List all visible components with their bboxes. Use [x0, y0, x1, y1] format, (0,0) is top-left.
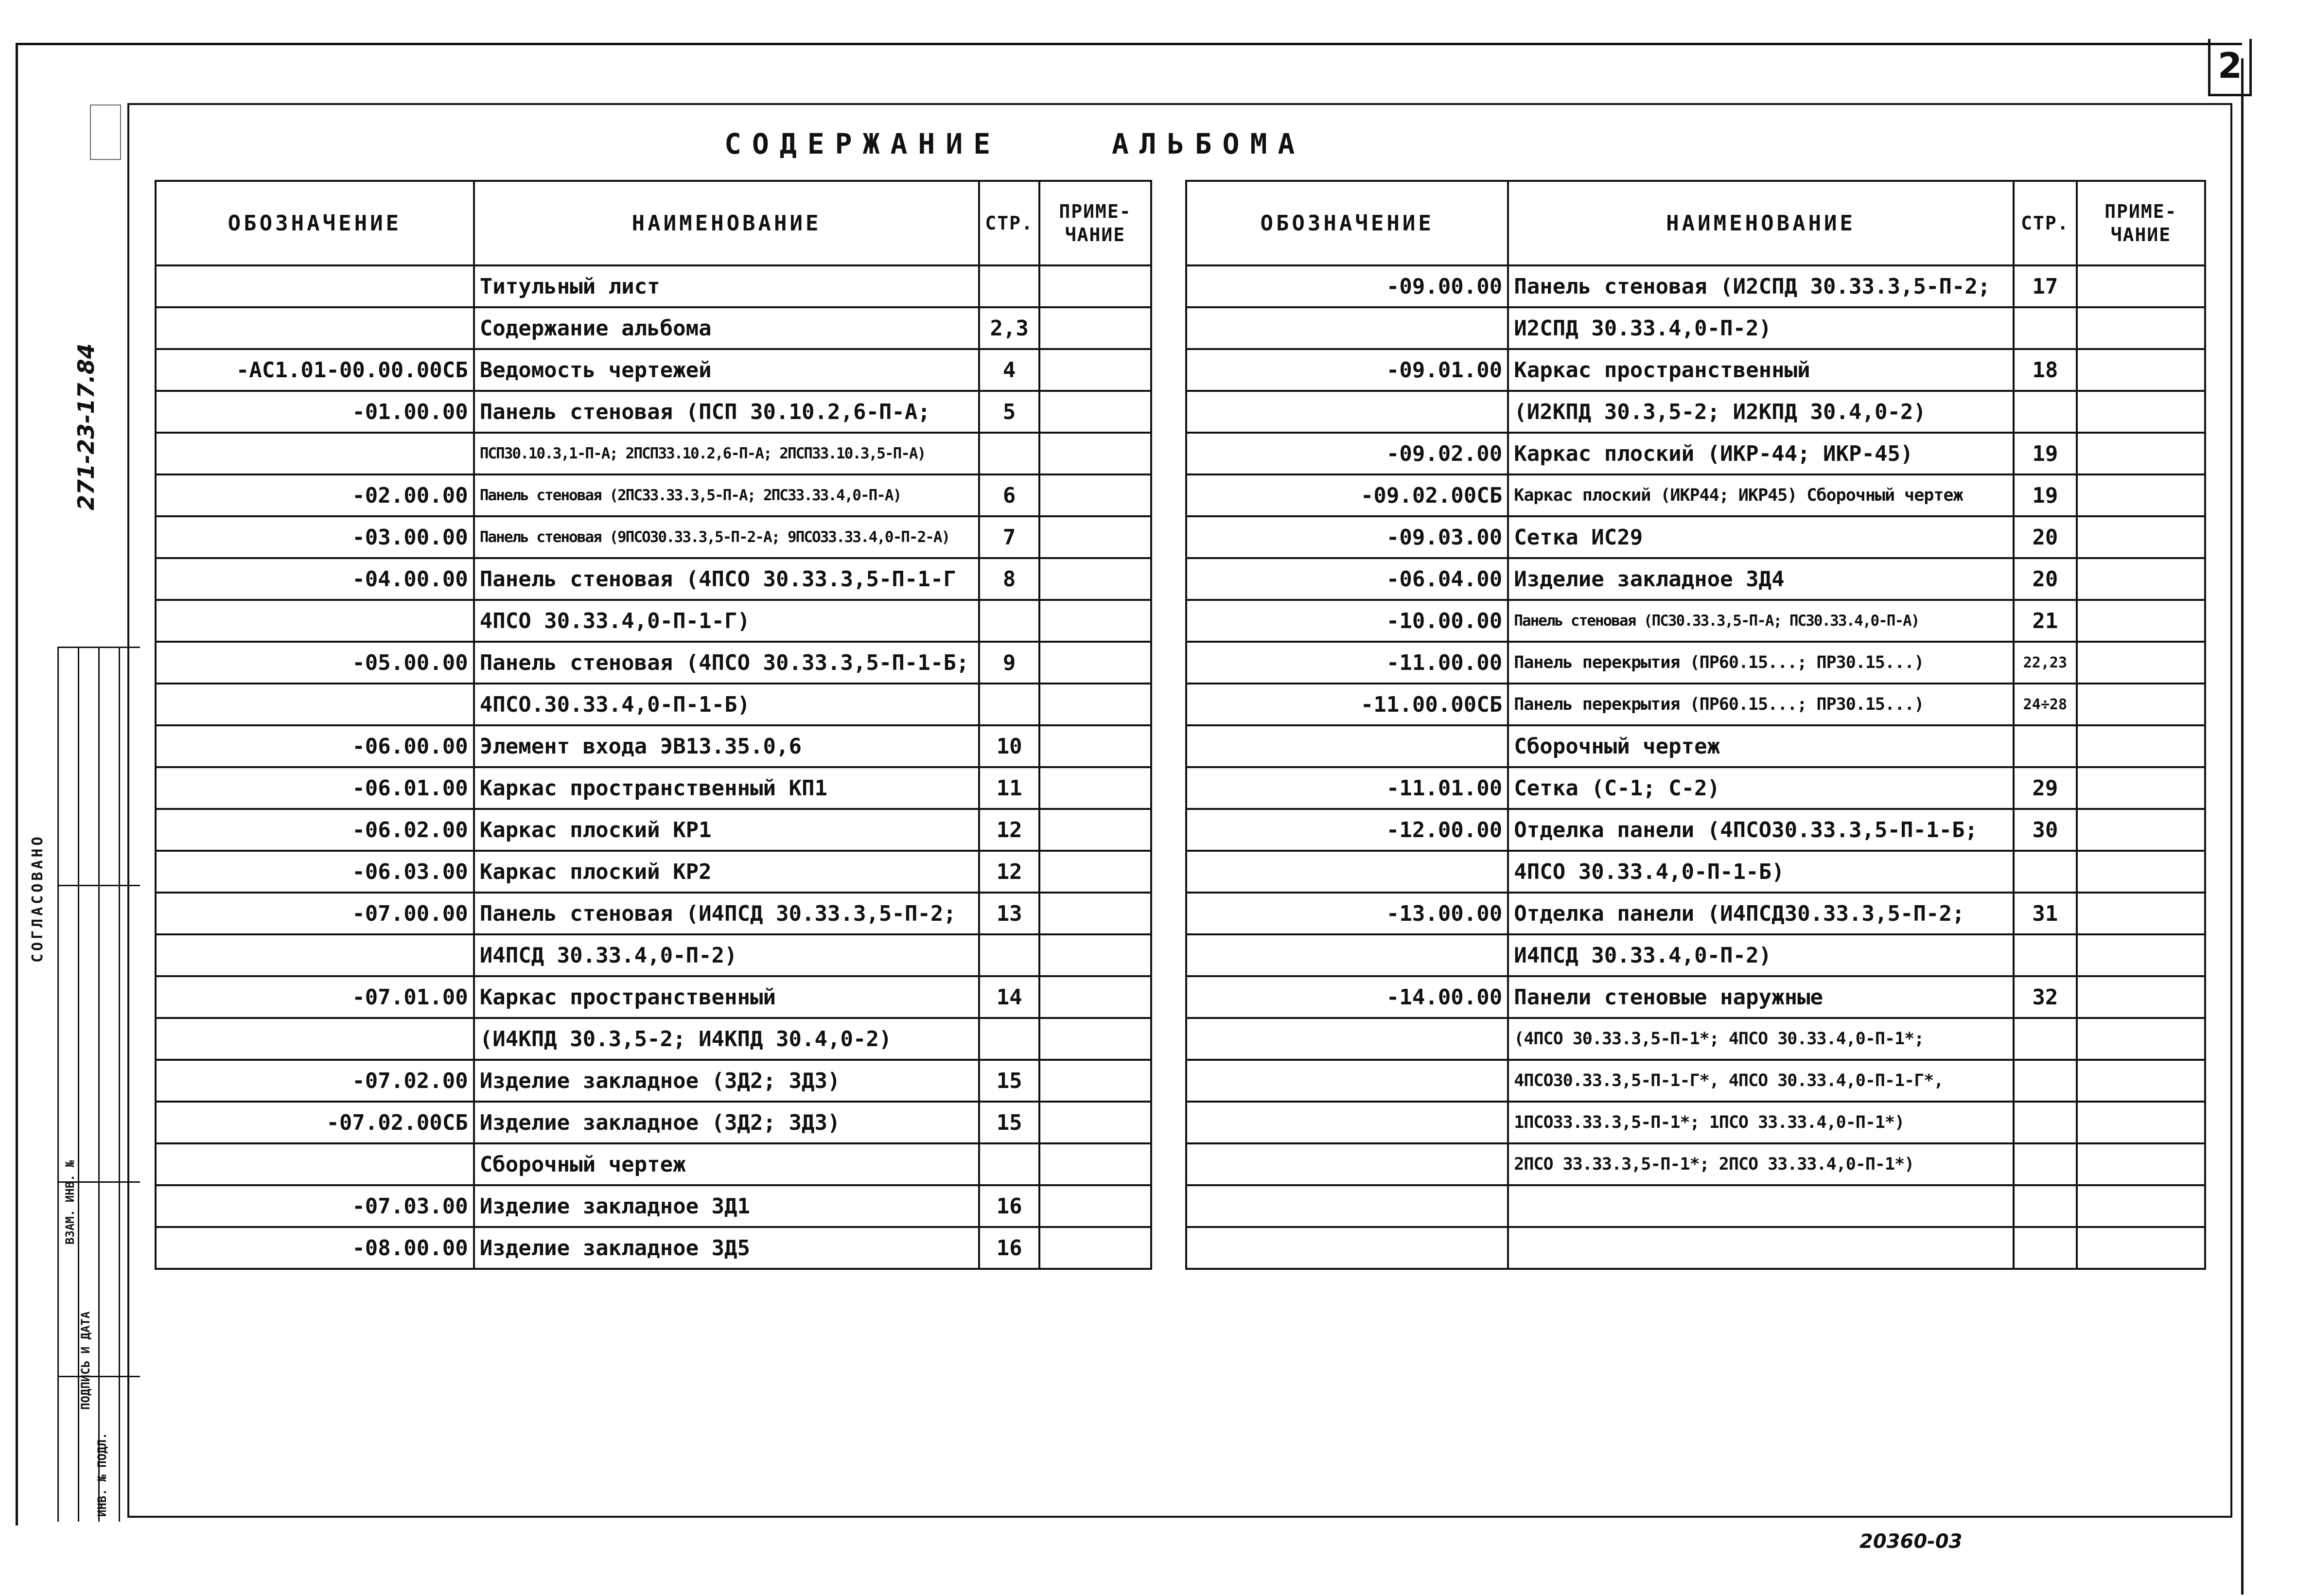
- name-cell: Ведомость чертежей: [474, 349, 980, 391]
- table-row: [156, 265, 1151, 307]
- name-cell: Сетка ИС29: [1508, 516, 2014, 558]
- table-row: [1186, 558, 2205, 600]
- page-cell: [2014, 1102, 2077, 1143]
- designation-cell: [156, 265, 474, 307]
- table-row: [1186, 391, 2205, 433]
- table-row: [1186, 684, 2205, 725]
- designation-cell: [156, 934, 474, 976]
- note-cell: [1039, 684, 1151, 725]
- table-row: [1186, 1227, 2205, 1269]
- designation-cell: -13.00.00: [1186, 893, 1508, 934]
- note-cell: [1039, 725, 1151, 767]
- table-row: [156, 433, 1151, 474]
- page-cell: [979, 1143, 1039, 1185]
- table-row: [1186, 349, 2205, 391]
- designation-cell: [1186, 1227, 1508, 1269]
- note-cell: [1039, 391, 1151, 433]
- name-cell: И4ПСД 30.33.4,0-П-2): [474, 934, 980, 976]
- note-cell: [2077, 684, 2205, 725]
- table-row: [1186, 1102, 2205, 1143]
- column-header-note: ПРИМЕ- ЧАНИЕ: [2077, 181, 2205, 265]
- note-cell: [2077, 474, 2205, 516]
- designation-cell: -09.02.00СБ: [1186, 474, 1508, 516]
- designation-cell: [1186, 1060, 1508, 1102]
- note-cell: [2077, 516, 2205, 558]
- page-cell: [2014, 391, 2077, 433]
- note-cell: [2077, 1060, 2205, 1102]
- table-row: [156, 349, 1151, 391]
- table-row: [1186, 1060, 2205, 1102]
- designation-cell: -01.00.00: [156, 391, 474, 433]
- stamp-label: ВЗАМ. ИНВ. №: [63, 1160, 77, 1245]
- note-cell: [2077, 349, 2205, 391]
- designation-cell: [156, 1143, 474, 1185]
- name-cell: Панель стеновая (И4ПСД 30.33.3,5-П-2;: [474, 893, 980, 934]
- designation-cell: -07.00.00: [156, 893, 474, 934]
- name-cell: Панель стеновая (И2СПД 30.33.3,5-П-2;: [1508, 265, 2014, 307]
- page-cell: 11: [979, 767, 1039, 809]
- note-cell: [1039, 474, 1151, 516]
- note-cell: [1039, 558, 1151, 600]
- note-cell: [1039, 1227, 1151, 1269]
- name-cell: Панель стеновая (9ПСО30.33.3,5-П-2-А; 9ПСО33.33.4,0-П-2-А): [474, 516, 980, 558]
- note-cell: [2077, 934, 2205, 976]
- table-row: [156, 684, 1151, 725]
- table-row: [156, 516, 1151, 558]
- table-row: [1186, 433, 2205, 474]
- page-cell: 2,3: [979, 307, 1039, 349]
- page-cell: 32: [2014, 976, 2077, 1018]
- page-cell: [979, 934, 1039, 976]
- note-cell: [1039, 976, 1151, 1018]
- name-cell: Панель стеновая (ПС30.33.3,5-П-А; ПС30.33.4,0-П-А): [1508, 600, 2014, 642]
- name-cell: (4ПСО 30.33.3,5-П-1*; 4ПСО 30.33.4,0-П-1*;: [1508, 1018, 2014, 1060]
- page-cell: 19: [2014, 474, 2077, 516]
- table-row: [156, 809, 1151, 851]
- name-cell: Панель стеновая (4ПСО 30.33.3,5-П-1-Б;: [474, 642, 980, 684]
- table-row: [1186, 1143, 2205, 1185]
- page-cell: [2014, 934, 2077, 976]
- page-cell: [2014, 1227, 2077, 1269]
- designation-cell: [1186, 725, 1508, 767]
- note-cell: [2077, 642, 2205, 684]
- page-cell: 30: [2014, 809, 2077, 851]
- designation-cell: [1186, 1143, 1508, 1185]
- designation-cell: -14.00.00: [1186, 976, 1508, 1018]
- page-cell: 16: [979, 1227, 1039, 1269]
- corner-mark: [90, 105, 121, 160]
- designation-cell: [156, 684, 474, 725]
- table-row: [1186, 725, 2205, 767]
- page-cell: 17: [2014, 265, 2077, 307]
- page-cell: 15: [979, 1102, 1039, 1143]
- column-header-name: НАИМЕНОВАНИЕ: [1508, 181, 2014, 265]
- note-cell: [1039, 934, 1151, 976]
- right-border-line: [2241, 58, 2244, 1595]
- page-cell: 5: [979, 391, 1039, 433]
- name-cell: 1ПСО33.33.3,5-П-1*; 1ПСО 33.33.4,0-П-1*): [1508, 1102, 2014, 1143]
- table-row: [156, 474, 1151, 516]
- designation-cell: -11.00.00: [1186, 642, 1508, 684]
- note-cell: [1039, 1185, 1151, 1227]
- column-header-page: СТР.: [2014, 181, 2077, 265]
- name-cell: И2СПД 30.33.4,0-П-2): [1508, 307, 2014, 349]
- note-cell: [2077, 558, 2205, 600]
- name-cell: Панель стеновая (2ПС33.33.3,5-П-А; 2ПС33.33.4,0-П-А): [474, 474, 980, 516]
- name-cell: (И4КПД 30.3,5-2; И4КПД 30.4,0-2): [474, 1018, 980, 1060]
- note-cell: [1039, 600, 1151, 642]
- note-cell: [1039, 767, 1151, 809]
- note-cell: [2077, 767, 2205, 809]
- table-row: [156, 1018, 1151, 1060]
- page-cell: [979, 1018, 1039, 1060]
- page-cell: 21: [2014, 600, 2077, 642]
- note-cell: [2077, 809, 2205, 851]
- note-cell: [2077, 307, 2205, 349]
- table-row: [156, 893, 1151, 934]
- table-row: [156, 558, 1151, 600]
- designation-cell: [1186, 851, 1508, 893]
- table-row: [1186, 934, 2205, 976]
- page-cell: [979, 265, 1039, 307]
- designation-cell: [1186, 1018, 1508, 1060]
- designation-cell: -04.00.00: [156, 558, 474, 600]
- name-cell: Сборочный чертеж: [1508, 725, 2014, 767]
- table-row: [156, 391, 1151, 433]
- name-cell: 2ПСО 33.33.3,5-П-1*; 2ПСО 33.33.4,0-П-1*): [1508, 1143, 2014, 1185]
- side-agreed-label: СОГЛАСОВАНО: [29, 834, 46, 963]
- designation-cell: -09.02.00: [1186, 433, 1508, 474]
- note-cell: [1039, 1143, 1151, 1185]
- note-cell: [2077, 976, 2205, 1018]
- designation-cell: [156, 433, 474, 474]
- page-cell: 16: [979, 1185, 1039, 1227]
- name-cell: Сетка (С-1; С-2): [1508, 767, 2014, 809]
- page-cell: 18: [2014, 349, 2077, 391]
- note-cell: [1039, 851, 1151, 893]
- table-row: [1186, 642, 2205, 684]
- designation-cell: -АС1.01-00.00.00СБ: [156, 349, 474, 391]
- table-row: [1186, 809, 2205, 851]
- page-cell: 15: [979, 1060, 1039, 1102]
- name-cell: Изделие закладное (ЗД2; ЗД3): [474, 1060, 980, 1102]
- stamp-line: [57, 647, 59, 1522]
- name-cell: Каркас плоский (ИКР-44; ИКР-45): [1508, 433, 2014, 474]
- name-cell: Панели стеновые наружные: [1508, 976, 2014, 1018]
- table-row: [1186, 976, 2205, 1018]
- page-cell: 12: [979, 809, 1039, 851]
- stamp-line: [119, 647, 120, 1522]
- note-cell: [1039, 809, 1151, 851]
- name-cell: И4ПСД 30.33.4,0-П-2): [1508, 934, 2014, 976]
- note-cell: [1039, 642, 1151, 684]
- designation-cell: -07.01.00: [156, 976, 474, 1018]
- document-title: СОДЕРЖАНИЕ АЛЬБОМА: [724, 127, 1306, 160]
- table-row: [156, 1185, 1151, 1227]
- note-cell: [1039, 1018, 1151, 1060]
- name-cell: Каркас плоский (ИКР44; ИКР45) Сборочный чертеж: [1508, 474, 2014, 516]
- name-cell: Титульный лист: [474, 265, 980, 307]
- page-cell: 8: [979, 558, 1039, 600]
- table-row: [1186, 600, 2205, 642]
- note-cell: [2077, 1143, 2205, 1185]
- stamp-line: [98, 647, 100, 1522]
- designation-cell: -06.03.00: [156, 851, 474, 893]
- table-row: [156, 1143, 1151, 1185]
- designation-cell: [1186, 391, 1508, 433]
- table-row: [1186, 516, 2205, 558]
- note-cell: [2077, 1185, 2205, 1227]
- designation-cell: [156, 307, 474, 349]
- designation-cell: -09.03.00: [1186, 516, 1508, 558]
- name-cell: Панель перекрытия (ПР60.15...; ПР30.15...): [1508, 642, 2014, 684]
- table-row: [156, 600, 1151, 642]
- name-cell: [1508, 1185, 2014, 1227]
- page-cell: 4: [979, 349, 1039, 391]
- page-cell: 20: [2014, 516, 2077, 558]
- table-row: [1186, 851, 2205, 893]
- designation-cell: [1186, 1102, 1508, 1143]
- page-cell: 22,23: [2014, 642, 2077, 684]
- table-row: [1186, 767, 2205, 809]
- page-cell: [2014, 725, 2077, 767]
- note-cell: [2077, 391, 2205, 433]
- name-cell: Сборочный чертеж: [474, 1143, 980, 1185]
- name-cell: Панель стеновая (4ПСО 30.33.3,5-П-1-Г: [474, 558, 980, 600]
- page-cell: 24÷28: [2014, 684, 2077, 725]
- table-row: [1186, 1185, 2205, 1227]
- note-cell: [2077, 265, 2205, 307]
- table-row: [1186, 893, 2205, 934]
- table-row: [1186, 265, 2205, 307]
- page-cell: 6: [979, 474, 1039, 516]
- page-cell: [979, 684, 1039, 725]
- name-cell: Изделие закладное (ЗД2; ЗД3): [474, 1102, 980, 1143]
- name-cell: 4ПСО 30.33.4,0-П-1-Г): [474, 600, 980, 642]
- designation-cell: -12.00.00: [1186, 809, 1508, 851]
- designation-cell: -06.04.00: [1186, 558, 1508, 600]
- designation-cell: [1186, 1185, 1508, 1227]
- page-cell: [2014, 1143, 2077, 1185]
- name-cell: Каркас пространственный КП1: [474, 767, 980, 809]
- table-row: [156, 934, 1151, 976]
- column-header-designation: ОБОЗНАЧЕНИЕ: [1186, 181, 1508, 265]
- name-cell: Изделие закладное ЗД5: [474, 1227, 980, 1269]
- designation-cell: -10.00.00: [1186, 600, 1508, 642]
- page-cell: 29: [2014, 767, 2077, 809]
- name-cell: Каркас пространственный: [1508, 349, 2014, 391]
- designation-cell: -03.00.00: [156, 516, 474, 558]
- page-number: 2: [2208, 39, 2252, 96]
- page-cell: 7: [979, 516, 1039, 558]
- designation-cell: -06.01.00: [156, 767, 474, 809]
- page-cell: 14: [979, 976, 1039, 1018]
- note-cell: [2077, 1227, 2205, 1269]
- page-cell: 13: [979, 893, 1039, 934]
- name-cell: (И2КПД 30.3,5-2; И2КПД 30.4,0-2): [1508, 391, 2014, 433]
- designation-cell: [156, 600, 474, 642]
- page-cell: [979, 433, 1039, 474]
- name-cell: Отделка панели (И4ПСД30.33.3,5-П-2;: [1508, 893, 2014, 934]
- table-row: [156, 1102, 1151, 1143]
- designation-cell: -06.00.00: [156, 725, 474, 767]
- stamp-line: [57, 1376, 140, 1377]
- page-cell: [979, 600, 1039, 642]
- column-header-page: СТР.: [979, 181, 1039, 265]
- stamp-strip: [57, 647, 140, 1522]
- footer-code: 20360-03: [1859, 1530, 1963, 1553]
- name-cell: ПСП30.10.3,1-П-А; 2ПСП33.10.2,6-П-А; 2ПСП33.10.3,5-П-А): [474, 433, 980, 474]
- page-cell: 20: [2014, 558, 2077, 600]
- designation-cell: [1186, 934, 1508, 976]
- note-cell: [1039, 893, 1151, 934]
- name-cell: Панель перекрытия (ПР60.15...; ПР30.15...): [1508, 684, 2014, 725]
- designation-cell: -07.03.00: [156, 1185, 474, 1227]
- table-row: [156, 642, 1151, 684]
- page-cell: [2014, 1060, 2077, 1102]
- table-row: [1186, 1018, 2205, 1060]
- column-header-designation: ОБОЗНАЧЕНИЕ: [156, 181, 474, 265]
- table-row: [156, 767, 1151, 809]
- designation-cell: -09.01.00: [1186, 349, 1508, 391]
- designation-cell: -11.00.00СБ: [1186, 684, 1508, 725]
- table-row: [156, 725, 1151, 767]
- stamp-line: [57, 885, 140, 886]
- table-header-row: [156, 181, 1151, 265]
- name-cell: Каркас плоский КР1: [474, 809, 980, 851]
- name-cell: Каркас пространственный: [474, 976, 980, 1018]
- note-cell: [1039, 307, 1151, 349]
- note-cell: [2077, 725, 2205, 767]
- table-row: [156, 976, 1151, 1018]
- page-cell: 9: [979, 642, 1039, 684]
- designation-cell: [1186, 307, 1508, 349]
- page-cell: 19: [2014, 433, 2077, 474]
- note-cell: [1039, 433, 1151, 474]
- designation-cell: -05.00.00: [156, 642, 474, 684]
- table-row: [156, 307, 1151, 349]
- contents-table-left: [155, 180, 1152, 1270]
- note-cell: [1039, 349, 1151, 391]
- column-header-name: НАИМЕНОВАНИЕ: [474, 181, 980, 265]
- page-cell: [2014, 307, 2077, 349]
- page-cell: [2014, 1018, 2077, 1060]
- name-cell: Элемент входа ЭВ13.35.0,6: [474, 725, 980, 767]
- stamp-label: ПОДПИСЬ И ДАТА: [79, 1311, 92, 1410]
- note-cell: [2077, 1102, 2205, 1143]
- page-cell: 31: [2014, 893, 2077, 934]
- page-cell: [2014, 1185, 2077, 1227]
- designation-cell: -11.01.00: [1186, 767, 1508, 809]
- note-cell: [1039, 265, 1151, 307]
- designation-cell: -02.00.00: [156, 474, 474, 516]
- name-cell: 4ПСО.30.33.4,0-П-1-Б): [474, 684, 980, 725]
- designation-cell: -07.02.00: [156, 1060, 474, 1102]
- designation-cell: -07.02.00СБ: [156, 1102, 474, 1143]
- note-cell: [2077, 851, 2205, 893]
- table-header-row: [1186, 181, 2205, 265]
- name-cell: Отделка панели (4ПСО30.33.3,5-П-1-Б;: [1508, 809, 2014, 851]
- contents-table-right: [1185, 180, 2206, 1270]
- note-cell: [1039, 1102, 1151, 1143]
- designation-cell: -06.02.00: [156, 809, 474, 851]
- note-cell: [2077, 433, 2205, 474]
- table-row: [156, 1227, 1151, 1269]
- name-cell: [1508, 1227, 2014, 1269]
- note-cell: [2077, 600, 2205, 642]
- table-row: [1186, 307, 2205, 349]
- table-row: [1186, 474, 2205, 516]
- name-cell: Содержание альбома: [474, 307, 980, 349]
- page-cell: 12: [979, 851, 1039, 893]
- designation-cell: -08.00.00: [156, 1227, 474, 1269]
- designation-cell: -09.00.00: [1186, 265, 1508, 307]
- stamp-line: [57, 647, 140, 648]
- column-header-note: ПРИМЕ- ЧАНИЕ: [1039, 181, 1151, 265]
- name-cell: Изделие закладное ЗД4: [1508, 558, 2014, 600]
- note-cell: [1039, 516, 1151, 558]
- designation-cell: [156, 1018, 474, 1060]
- table-row: [156, 851, 1151, 893]
- stamp-label: ИНВ. № ПОДЛ.: [95, 1432, 109, 1517]
- side-drawing-code: 271-23-17.84: [73, 343, 99, 510]
- name-cell: Изделие закладное ЗД1: [474, 1185, 980, 1227]
- name-cell: Каркас плоский КР2: [474, 851, 980, 893]
- note-cell: [2077, 893, 2205, 934]
- page-cell: 10: [979, 725, 1039, 767]
- name-cell: 4ПСО 30.33.4,0-П-1-Б): [1508, 851, 2014, 893]
- name-cell: 4ПСО30.33.3,5-П-1-Г*, 4ПСО 30.33.4,0-П-1-Г*,: [1508, 1060, 2014, 1102]
- name-cell: Панель стеновая (ПСП 30.10.2,6-П-А;: [474, 391, 980, 433]
- note-cell: [2077, 1018, 2205, 1060]
- page-cell: [2014, 851, 2077, 893]
- note-cell: [1039, 1060, 1151, 1102]
- table-row: [156, 1060, 1151, 1102]
